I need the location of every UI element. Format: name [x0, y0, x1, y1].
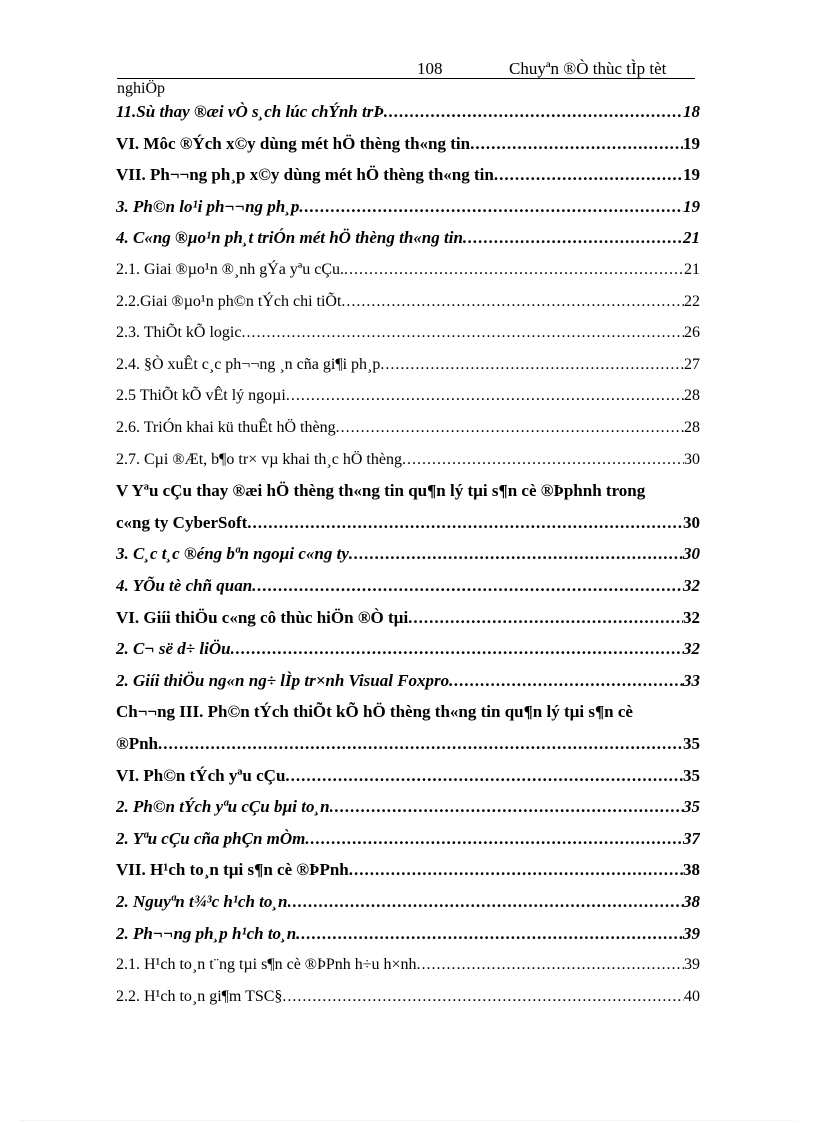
- toc-entry[interactable]: [116, 191, 700, 223]
- toc-leader-dots: [231, 633, 683, 665]
- toc-entry-page: 21: [684, 261, 700, 278]
- toc-entry-label: 2.3. ThiÕt kÕ logic: [116, 324, 242, 342]
- toc-entry-page: 32: [683, 639, 700, 659]
- toc-entry[interactable]: [116, 791, 700, 823]
- toc-leader-dots: [470, 128, 683, 160]
- toc-leader-dots: [158, 728, 683, 760]
- toc-entry-label: 2.1. H¹ch to¸n t¨ng tµi s¶n cè ®ÞPnh h÷u h×nh: [116, 956, 417, 974]
- toc-leader-dots: [288, 886, 683, 918]
- toc-leader-dots: [384, 96, 683, 128]
- toc-entry[interactable]: [116, 665, 700, 697]
- toc-entry-page: 19: [683, 196, 700, 216]
- toc-leader-dots: [285, 760, 683, 792]
- toc-entry[interactable]: [116, 222, 700, 254]
- toc-leader-dots: [286, 380, 684, 412]
- toc-entry-label: 2.1. Giai ®µo¹n ®¸nh gÝa yªu cÇu.: [116, 261, 345, 278]
- page-header: [117, 58, 695, 79]
- toc-entry-page: 28: [684, 387, 700, 405]
- toc-entry-label: 2. Ph¬¬ng ph¸p h¹ch to¸n: [116, 923, 297, 943]
- toc-entry[interactable]: [116, 380, 700, 412]
- toc-entry-label: 3. Ph©n lo¹i ph¬¬ng ph¸p: [116, 196, 300, 216]
- toc-entry[interactable]: [116, 823, 700, 855]
- bottom-rule: [20, 1120, 796, 1121]
- toc-leader-dots: [336, 412, 684, 444]
- toc-entry-label: ®Pnh: [116, 734, 158, 753]
- toc-entry-label: 2. Yªu cÇu cña phÇn mÒm: [116, 828, 306, 848]
- toc-entry[interactable]: [116, 128, 700, 160]
- toc-entry-label: 2.4. §Ò xuÊt c¸c ph¬¬ng ¸n cña gi¶i ph¸p: [116, 355, 381, 373]
- toc-entry[interactable]: [116, 412, 700, 444]
- toc-entry[interactable]: [116, 570, 700, 602]
- toc-entry-page: 27: [684, 355, 700, 373]
- page-number: 108: [417, 59, 443, 78]
- toc-leader-dots: [241, 317, 684, 349]
- toc-entry-label: 11.Sù thay ®æi vÒ s¸ch lúc chÝnh trÞ: [116, 102, 384, 121]
- toc-entry[interactable]: [116, 949, 700, 981]
- toc-entry-label: 4. YÕu tè chñ quan: [116, 576, 253, 595]
- toc-entry-page: 37: [683, 828, 700, 848]
- toc-entry-page: 18: [683, 102, 700, 121]
- toc-entry-first-line: V Yªu cÇu thay ®æi hÖ thèng th«ng tin qu¶n lý tµi s¶n cè ®Þphnh trong: [116, 481, 646, 501]
- toc-entry-page: 33: [683, 670, 700, 690]
- toc-entry[interactable]: [116, 854, 700, 886]
- toc-entry-label: 2.2.Giai ®µo¹n ph©n tÝch chi tiÕt: [116, 292, 342, 310]
- toc-leader-dots: [380, 349, 684, 381]
- toc-entry-page: 38: [683, 860, 700, 880]
- toc-entry-label: 2. Ph©n tÝch yªu cÇu bµi to¸n: [116, 797, 330, 817]
- toc-entry-label: 2. Giíi thiÖu ng«n ng÷ lÌp tr×nh Visual Foxpro: [116, 670, 450, 690]
- toc-entry[interactable]: [116, 444, 700, 476]
- toc-entry-label: VI. Môc ®Ých x©y dùng mét hÖ thèng th«ng tin: [116, 133, 471, 153]
- toc-entry[interactable]: [116, 507, 700, 539]
- toc-leader-dots: [252, 570, 683, 602]
- toc-entry-page: 21: [683, 228, 700, 248]
- toc-entry-label: 3. C¸c t¸c ®éng bªn ngoµi c«ng ty: [116, 544, 349, 564]
- toc-entry-page: 32: [683, 607, 700, 627]
- toc-leader-dots: [494, 159, 683, 191]
- toc-entry-label: 2.7. Cµi ®Æt, b¶o tr× vµ khai th¸c hÖ thèng: [116, 450, 402, 468]
- toc-entry[interactable]: [116, 633, 700, 665]
- toc-leader-dots: [449, 665, 683, 697]
- toc-leader-dots: [247, 507, 683, 539]
- toc-entry[interactable]: [116, 96, 700, 128]
- toc-entry[interactable]: [116, 918, 700, 950]
- toc-entry-label: 4. C«ng ®µo¹n ph¸t triÓn mét hÖ thèng th«ng tin: [116, 228, 463, 248]
- toc-entry-page: 19: [683, 133, 700, 153]
- toc-entry-label: VI. Ph©n tÝch yªu cÇu: [116, 765, 286, 785]
- toc-entry-label: 2. Nguyªn t¾³c h¹ch to¸n: [116, 892, 288, 911]
- toc-entry[interactable]: [116, 886, 700, 918]
- toc-leader-dots: [463, 222, 683, 254]
- toc-entry-label: VI. Giíi thiÖu c«ng cô thùc hiÖn ®Ò tµi: [116, 607, 409, 627]
- toc-entry-page: 30: [683, 544, 700, 564]
- toc-entry-label: 2.5 ThiÕt kÕ vÊt lý ngoµi: [116, 387, 286, 405]
- toc-entry-page: 35: [683, 797, 700, 817]
- toc-entry[interactable]: [116, 602, 700, 634]
- toc-entry[interactable]: [116, 538, 700, 570]
- toc-entry-label: 2. C¬ së d÷ liÖu: [116, 639, 231, 659]
- toc-entry-page: 30: [684, 450, 700, 468]
- toc-entry[interactable]: [116, 317, 700, 349]
- toc-entry-page: 28: [684, 419, 700, 436]
- toc-entry-page: 39: [684, 956, 700, 974]
- toc-leader-dots: [349, 538, 683, 570]
- toc-leader-dots: [282, 981, 684, 1013]
- toc-entry-label: c«ng ty CyberSoft: [116, 512, 248, 532]
- toc-leader-dots: [402, 444, 684, 476]
- toc-leader-dots: [408, 602, 683, 634]
- toc-entry-label: 2.6. TriÓn khai kü thuÊt hÖ thèng: [116, 419, 336, 436]
- toc-entry[interactable]: [116, 349, 700, 381]
- toc-entry-page: 32: [683, 576, 700, 595]
- toc-leader-dots: [305, 823, 683, 855]
- toc-leader-dots: [344, 254, 684, 286]
- toc-leader-dots: [349, 854, 683, 886]
- toc-entry-page: 30: [683, 512, 700, 532]
- toc-entry-first-line: Ch¬¬ng III. Ph©n tÝch thiÕt kÕ hÖ thèng th«ng tin qu¶n lý tµi s¶n cè: [116, 702, 633, 722]
- toc-entry-page: 39: [683, 923, 700, 943]
- toc-entry-page: 22: [684, 292, 700, 310]
- toc-entry-page: 26: [684, 324, 700, 342]
- toc-entry[interactable]: [116, 159, 700, 191]
- toc-entry[interactable]: [116, 254, 700, 286]
- toc-entry-label: VII. Ph¬¬ng ph¸p x©y dùng mét hÖ thèng th«ng tin: [116, 165, 494, 185]
- toc-entry-label: VII. H¹ch to¸n tµi s¶n cè ®ÞPnh: [116, 860, 349, 880]
- toc-entry-page: 19: [683, 165, 700, 185]
- toc-leader-dots: [330, 791, 683, 823]
- toc-entry-page: 40: [684, 987, 700, 1005]
- toc-entry-label: 2.2. H¹ch to¸n gi¶m TSC§: [116, 987, 283, 1005]
- header-title: Chuyªn ®Ò thùc tÌp tèt: [509, 59, 667, 78]
- toc-leader-dots: [417, 949, 684, 981]
- toc-entry-page: 35: [683, 734, 700, 753]
- toc-entry[interactable]: [116, 981, 700, 1013]
- toc-leader-dots: [341, 286, 684, 318]
- toc-entry[interactable]: [116, 728, 700, 760]
- toc-entry-page: 38: [683, 892, 700, 911]
- header-title-continued: nghiÖp: [117, 80, 165, 97]
- toc-entry-page: 35: [683, 765, 700, 785]
- toc-leader-dots: [296, 918, 683, 950]
- toc-entry[interactable]: [116, 286, 700, 318]
- toc-leader-dots: [299, 191, 683, 223]
- toc-entry[interactable]: [116, 760, 700, 792]
